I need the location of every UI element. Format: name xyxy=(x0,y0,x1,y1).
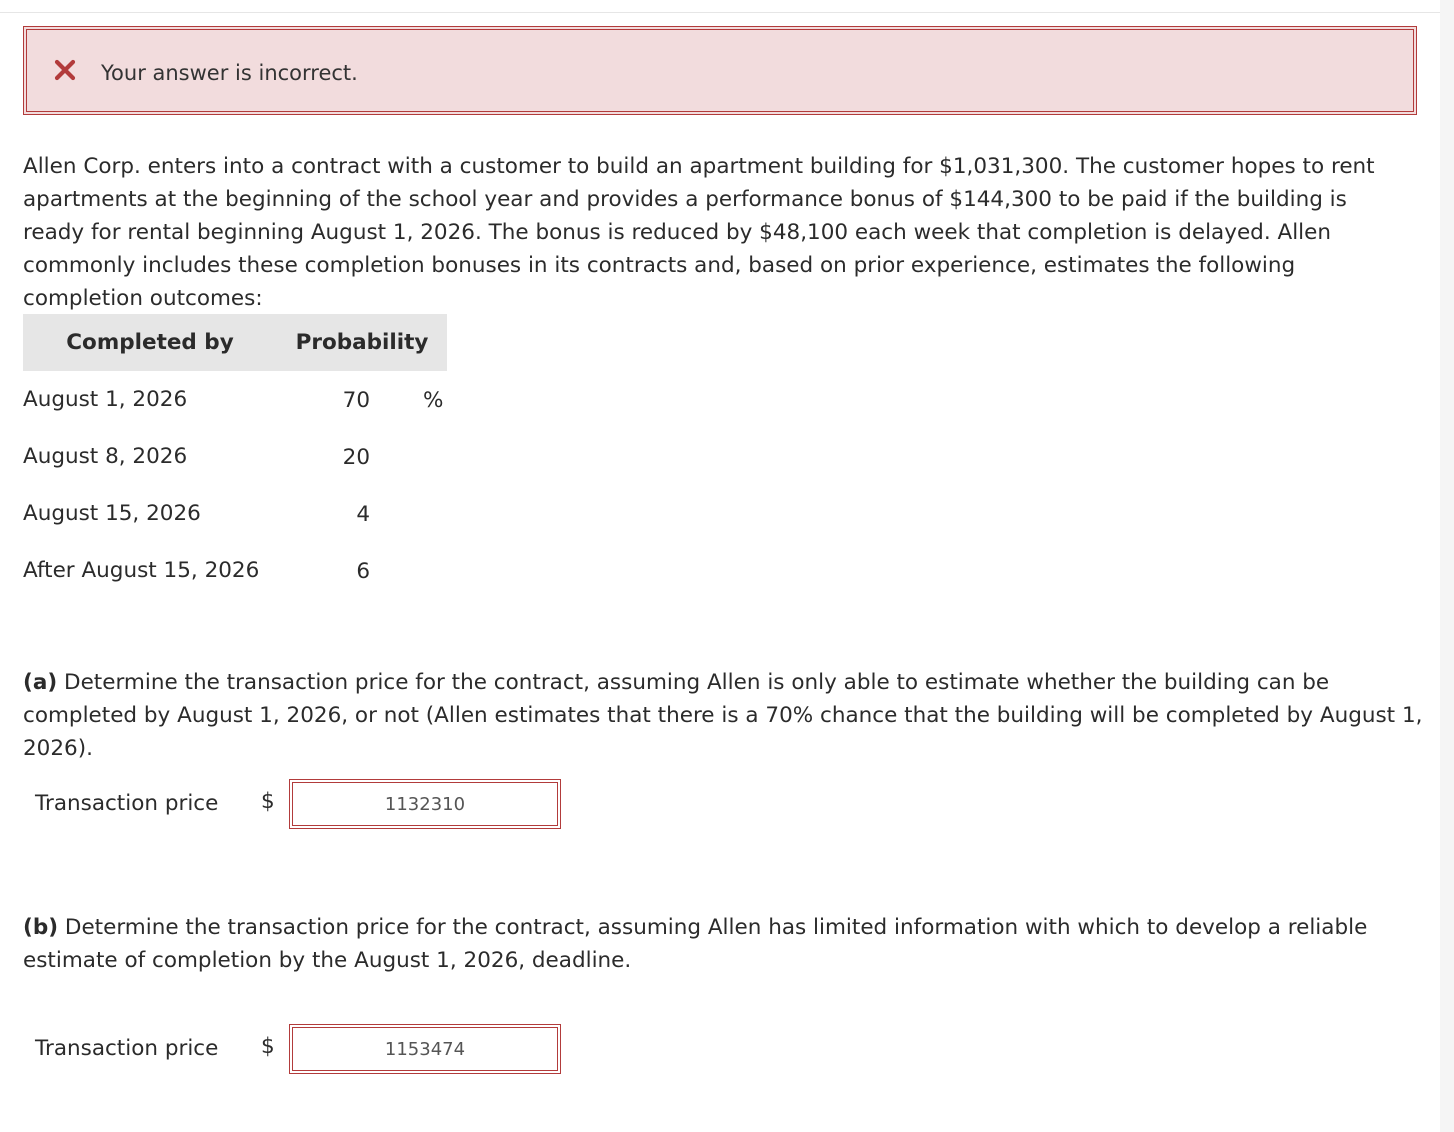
question-b-text: Determine the transaction price for the contract, assuming Allen has limited information with which to develop a reliable estimate of completion by the August 1, 2026, deadline. xyxy=(23,915,1368,973)
header-completed-by: Completed by xyxy=(23,314,277,371)
table-row xyxy=(23,371,447,428)
header-probability: Probability xyxy=(277,314,447,371)
question-a-text: Determine the transaction price for the contract, assuming Allen is only able to estimate whether the building can be completed by August 1, 2026, or not (Allen estimates that there is a 70% chance that the building will be completed by August 1, 2026). xyxy=(23,670,1423,761)
problem-statement: Allen Corp. enters into a contract with a customer to build an apartment building for $1,031,300. The customer hopes to rent apartments at the beginning of the school year and provides a performance bonus of $144,300 to be paid if the building is ready for rental beginning August 1, 2026. The bonus is reduced by $48,100 each week that completion is delayed. Allen commonly includes these completion bonuses in its contracts and, based on prior experience, estimates the following completion outcomes: xyxy=(23,154,1375,311)
probability-value: 20 xyxy=(342,445,370,470)
scroll-gutter xyxy=(1440,0,1454,1132)
transaction-price-label-a: Transaction price xyxy=(35,791,219,816)
percent-sign: % xyxy=(423,388,444,413)
transaction-price-input-a[interactable] xyxy=(289,779,561,829)
probability-cell xyxy=(277,371,447,428)
table-row xyxy=(23,428,447,485)
probability-cell xyxy=(277,542,447,599)
currency-symbol-a: $ xyxy=(261,789,275,814)
question-b-label: (b) xyxy=(23,915,59,940)
top-divider xyxy=(0,12,1440,13)
probability-value: 4 xyxy=(356,502,370,527)
completed-by-cell: August 1, 2026 xyxy=(23,387,188,412)
transaction-price-input-b[interactable] xyxy=(289,1024,561,1074)
error-alert xyxy=(23,26,1417,115)
question-b xyxy=(23,911,1423,977)
transaction-price-label-b: Transaction price xyxy=(35,1036,219,1061)
table-header-row xyxy=(23,314,447,371)
completed-by-cell: After August 15, 2026 xyxy=(23,558,260,583)
alert-message: Your answer is incorrect. xyxy=(101,61,358,85)
probability-value: 6 xyxy=(356,559,370,584)
probability-cell xyxy=(277,485,447,542)
question-a-label: (a) xyxy=(23,670,58,695)
table-row xyxy=(23,542,447,599)
question-a xyxy=(23,666,1423,765)
completed-by-cell: August 8, 2026 xyxy=(23,444,188,469)
currency-symbol-b: $ xyxy=(261,1034,275,1059)
completion-outcomes-table xyxy=(23,314,447,599)
completed-by-cell: August 15, 2026 xyxy=(23,501,201,526)
close-icon xyxy=(53,58,77,82)
probability-cell xyxy=(277,428,447,485)
probability-value: 70 xyxy=(342,388,370,413)
table-row xyxy=(23,485,447,542)
